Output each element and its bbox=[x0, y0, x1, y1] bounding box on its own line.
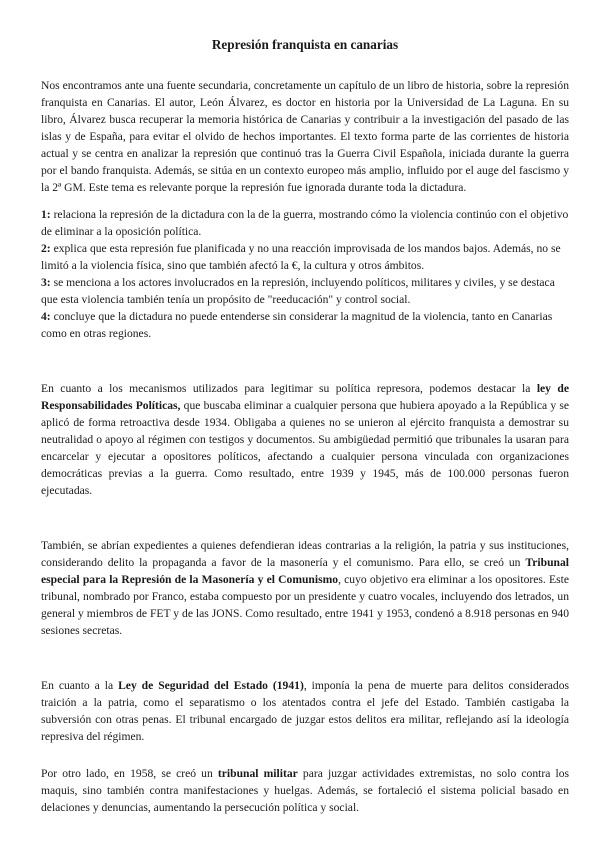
paragraph-masoneria bbox=[41, 537, 569, 639]
paragraph-seguridad-estado bbox=[41, 677, 569, 745]
point-text: relaciona la represión de la dictadura con la de la guerra, mostrando cómo la violencia continúo con el objetivo de eliminar a la oposición política. bbox=[41, 208, 569, 238]
bold-term: Tribunal especial para la Represión de la Masonería y el Comunismo bbox=[41, 556, 569, 586]
text-run: , cuyo objetivo era eliminar a los opositores. Este tribunal, nombrado por Franco, estaba compuesto por un presidente y cuatro vocales, incluyendo dos letrados, un general y miembros de FET y de las JONS. Como resultado, entre 1941 y 1953, condenó a 8.918 personas en 940 sesiones secretas. bbox=[41, 573, 569, 637]
point-number: 1: bbox=[41, 208, 51, 221]
point-text: se menciona a los actores involucrados en la represión, incluyendo políticos, militares y civiles, y se destaca que esta violencia también tenía un propósito de "reeducación" y control social. bbox=[41, 276, 555, 306]
point-number: 3: bbox=[41, 276, 51, 289]
point-text: explica que esta represión fue planificada y no una reacción improvisada de los mandos bajos. Además, no se limitó a la violencia física, sino que también afectó la €, la cultura y otros ámbitos. bbox=[41, 242, 561, 272]
bold-term: ley de Responsabilidades Políticas, bbox=[41, 382, 569, 412]
bold-term: Ley de Seguridad del Estado (1941) bbox=[118, 679, 304, 692]
paragraph-responsabilidades bbox=[41, 380, 569, 499]
document-title: Represión franquista en canarias bbox=[211, 37, 399, 52]
bold-term: tribunal militar bbox=[217, 767, 298, 780]
point-2 bbox=[41, 240, 569, 274]
text-run: Por otro lado, en 1958, se creó un bbox=[41, 767, 218, 780]
point-3 bbox=[41, 274, 569, 308]
numbered-points bbox=[41, 206, 569, 342]
text-run: , imponía la pena de muerte para delitos considerados traición a la patria, como el separatismo o los atentados contra el jefe del Estado. También castigaba la subversión con otras penas. El tribunal encargado de juzgar estos delitos era militar, reflejando así la ideología represiva del régimen. bbox=[41, 679, 570, 743]
paragraph-tribunal-militar bbox=[41, 765, 569, 816]
point-number: 2: bbox=[41, 242, 51, 255]
point-1 bbox=[41, 206, 569, 240]
text-run: que buscaba eliminar a cualquier persona que hubiera apoyado a la República y se aplicó de forma retroactiva desde 1934. Obligaba a quienes no se unieron al ejército franquista a demostrar su neutralidad o apoyo al régimen con testigos y documentos. Su ambigüedad permitió que tribunales la usaran para encarcelar y ejecutar a opositores políticos, afectando a cualquier persona vinculada con organizaciones democráticas previas a la guerra. Como resultado, entre 1939 y 1945, más de 100.000 personas fueron ejecutadas. bbox=[41, 399, 569, 497]
point-4 bbox=[41, 308, 569, 342]
text-run: En cuanto a los mecanismos utilizados para legitimar su política represora, podemos destacar la bbox=[41, 382, 537, 395]
text-run: También, se abrían expedientes a quienes defendieran ideas contrarias a la religión, la patria y sus instituciones, considerando delito la propaganda a favor de la masonería y el comunismo. Para ello, se creó un bbox=[41, 539, 569, 569]
text-run: para juzgar actividades extremistas, no solo contra los maquis, sino también contra manifestaciones y huelgas. Además, se fortaleció el sistema policial basado en delaciones y denuncias, aumentando la persecución política y social. bbox=[41, 767, 570, 814]
point-number: 4: bbox=[41, 310, 51, 323]
intro-paragraph: Nos encontramos ante una fuente secundaria, concretamente un capítulo de un libro de historia, sobre la represión franquista en Canarias. El autor, León Álvarez, es doctor en historia por la Universidad de La Laguna. En su libro, Álvarez busca recuperar la memoria histórica de Canarias y contribuir a la investigación del pasado de las islas y de España, para evitar el olvido de hechos importantes. El texto forma parte de las corrientes de historia actual y se centra en analizar la represión que continuó tras la Guerra Civil Española, iniciada durante la guerra por el bando franquista. Además, se sitúa en un contexto europeo más amplio, influido por el auge del fascismo y la 2ª GM. Este tema es relevante porque la represión fue ignorada durante toda la dictadura. bbox=[41, 79, 569, 194]
document-page bbox=[41, 37, 569, 854]
point-text: concluye que la dictadura no puede entenderse sin considerar la magnitud de la violencia, tanto en Canarias como en otras regiones. bbox=[41, 310, 553, 340]
text-run: En cuanto a la bbox=[41, 679, 119, 692]
